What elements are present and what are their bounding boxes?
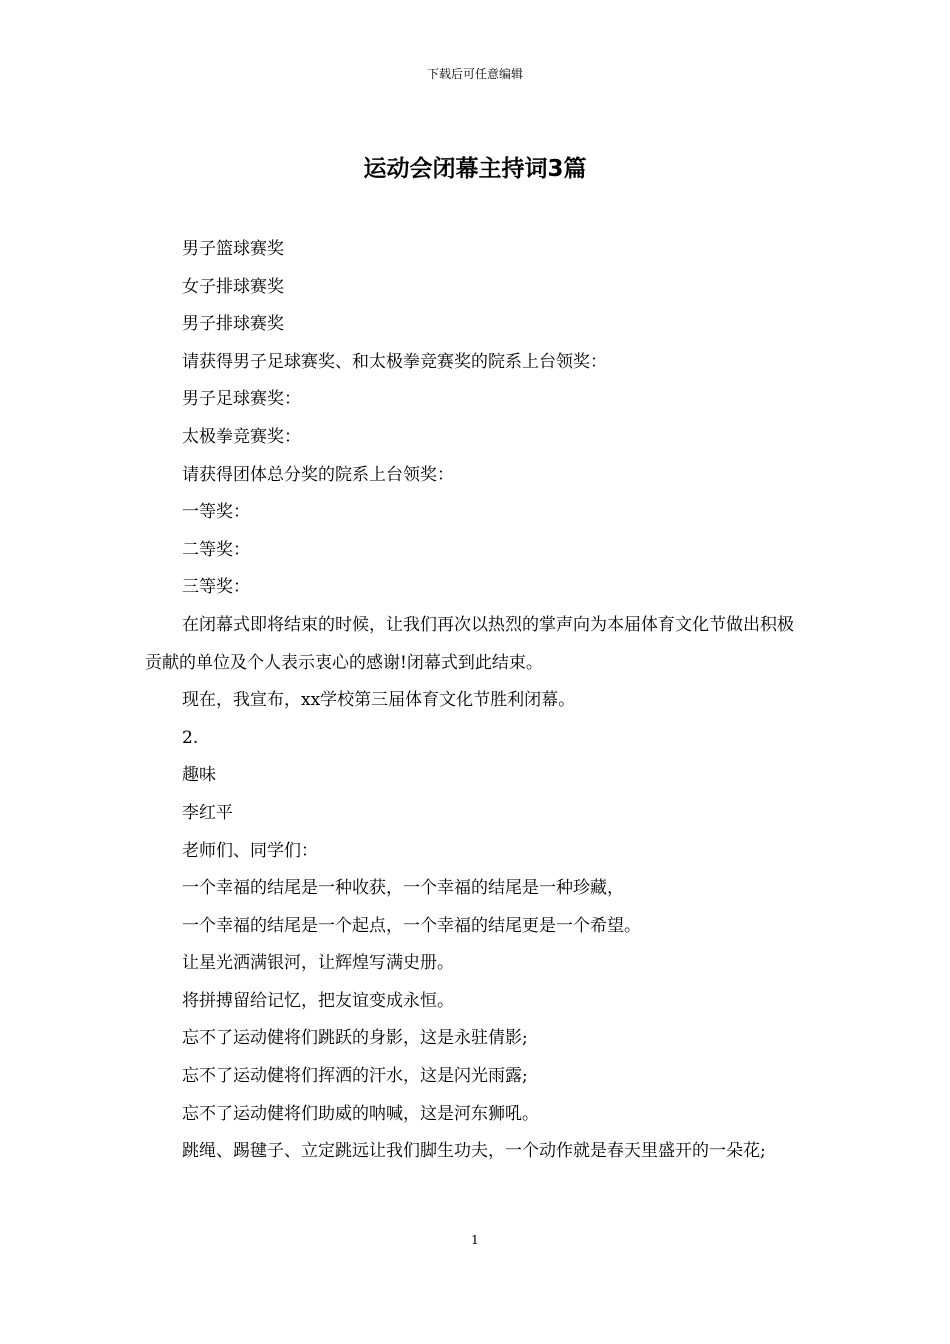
paragraph: 跳绳、踢毽子、立定跳远让我们脚生功夫，一个动作就是春天里盛开的一朵花;: [182, 1141, 766, 1162]
paragraph: 老师们、同学们：: [182, 840, 318, 861]
paragraph: 李红平: [182, 802, 233, 823]
paragraph: 忘不了运动健将们挥洒的汗水，这是闪光雨露;: [182, 1066, 528, 1087]
paragraph: 现在，我宣布，xx学校第三届体育文化节胜利闭幕。: [182, 690, 576, 711]
document-title: 运动会闭幕主持词3篇: [363, 156, 587, 182]
paragraph: 趣味: [182, 765, 216, 786]
paragraph: 三等奖：: [182, 577, 250, 598]
paragraph: 请获得团体总分奖的院系上台领奖：: [182, 464, 454, 485]
paragraph: 请获得男子足球赛奖、和太极拳竞赛奖的院系上台领奖：: [182, 351, 607, 372]
paragraph: 一个幸福的结尾是一个起点，一个幸福的结尾更是一个希望。: [182, 915, 641, 936]
paragraph: 将拼搏留给记忆，把友谊变成永恒。: [182, 990, 454, 1011]
paragraph: 一个幸福的结尾是一种收获，一个幸福的结尾是一种珍藏，: [182, 878, 624, 899]
document-body: [145, 231, 810, 1171]
paragraph: 忘不了运动健将们助威的呐喊，这是河东狮吼。: [182, 1103, 539, 1124]
paragraph: 一等奖：: [182, 502, 250, 523]
paragraph: 忘不了运动健将们跳跃的身影，这是永驻倩影;: [182, 1028, 528, 1049]
page-number: 1: [471, 1233, 479, 1247]
paragraph: 女子排球赛奖: [182, 276, 284, 297]
paragraph: 太极拳竞赛奖：: [182, 426, 301, 447]
paragraph: 男子排球赛奖: [182, 314, 284, 335]
paragraph: 2.: [182, 727, 199, 748]
paragraph: 二等奖：: [182, 539, 250, 560]
paragraph: 让星光洒满银河，让辉煌写满史册。: [182, 953, 454, 974]
paragraph: 男子篮球赛奖: [182, 239, 284, 259]
paragraph: 男子足球赛奖：: [182, 389, 301, 410]
paragraph: 在闭幕式即将结束的时候，让我们再次以热烈的掌声向为本届体育文化节做出积极贡献的单位及个人表示衷心的感谢!闭幕式到此结束。: [145, 614, 794, 673]
header-note: 下载后可任意编辑: [426, 67, 523, 81]
